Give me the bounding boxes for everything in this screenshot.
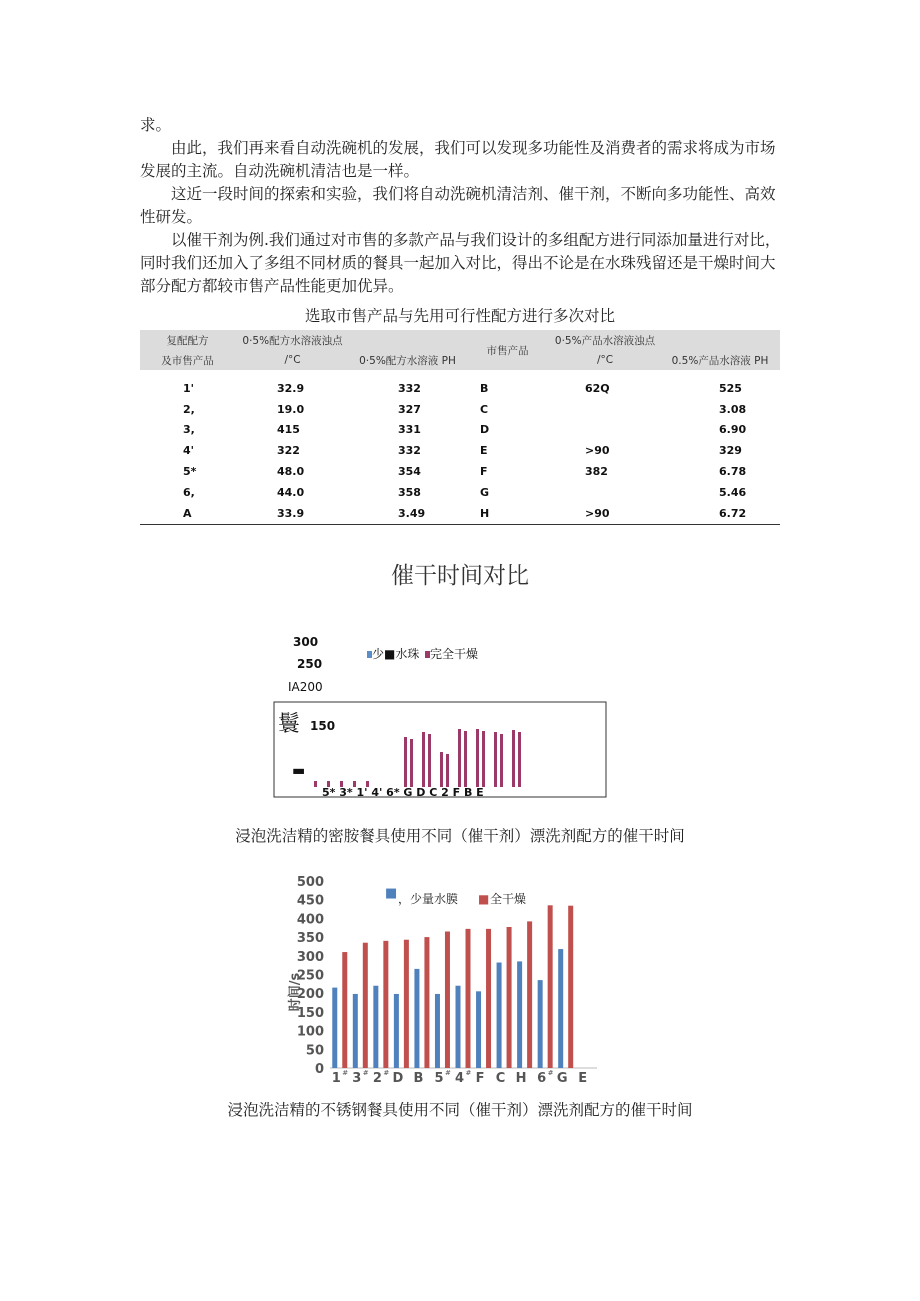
chart2-category-4#: 4 <box>454 1071 465 1086</box>
table-header: 0·5%配方水溶液浊点 <box>242 334 343 347</box>
table-cell: 3.08 <box>719 402 747 416</box>
chart2-category-3#: 3 <box>352 1071 362 1086</box>
chart2-bar-s2-C <box>507 927 512 1068</box>
chart2-bar-s2-F <box>486 929 491 1068</box>
table-caption: 选取市售产品与先用可行性配方进行多次对比 <box>304 307 615 325</box>
table-cell: 19.0 <box>277 402 305 416</box>
chart1-bar-b-F <box>482 731 485 787</box>
chart2-category-sup: # <box>444 1069 451 1077</box>
table-cell: 332 <box>398 381 421 395</box>
table-cell: 332 <box>398 444 421 458</box>
chart1-bar-b-C <box>446 754 449 787</box>
chart2-bar-s2-H <box>527 921 532 1068</box>
chart1-bar-b-2 <box>464 731 467 787</box>
paragraph-2: 这近一段时间的探索和实验，我们将自动洗碗机清洁剂、催干剂，不断向多功能性、高效性研发。 <box>140 185 776 226</box>
chart2-ylabel: 时间/s <box>288 972 303 1012</box>
chart2-legend-marker-1: ■ <box>385 886 398 901</box>
chart1-bar-C <box>440 752 443 787</box>
chart2-category-1#: 1 <box>331 1071 341 1086</box>
chart2-category-6#: 6 <box>537 1071 547 1086</box>
table-row <box>140 440 780 461</box>
chart2-legend-label-1: ，少量水膜 <box>398 892 459 906</box>
chart2-bar-s1-4# <box>456 986 461 1068</box>
table-cell: 5.46 <box>719 485 747 499</box>
chart2-bar-s1-2# <box>373 986 378 1068</box>
chart2-ytick-100: 100 <box>296 1024 324 1040</box>
table-cell: 6, <box>183 485 195 499</box>
chart2-category-2#: 2 <box>372 1071 382 1086</box>
table-cell: 33.9 <box>277 506 305 520</box>
table-cell: 327 <box>398 402 421 416</box>
table-header: 0·5%配方水溶液 PH <box>359 354 456 367</box>
chart1-bar-5* <box>314 781 317 787</box>
table-cell <box>550 482 660 503</box>
table-row <box>140 482 780 503</box>
chart2-bar-s1-B <box>414 969 419 1068</box>
table-cell: E <box>480 444 488 458</box>
chart2-ytick-250: 250 <box>296 968 324 984</box>
table-header <box>660 330 780 350</box>
chart2-bar-s1-H <box>517 961 522 1068</box>
chart2-ytick-50: 50 <box>305 1043 324 1059</box>
chart1-bar-F <box>476 729 479 787</box>
chart2-bar-s1-3# <box>353 994 358 1068</box>
table-cell: 358 <box>398 485 421 499</box>
chart1-category-labels: 5* 3* 1' 4' 6* G D C 2 F B E <box>322 786 484 799</box>
chart2-ytick-350: 350 <box>296 931 324 947</box>
table-cell: B <box>480 381 489 395</box>
table-row <box>140 399 780 420</box>
caption-stainless: 浸泡洗洁精的不锈钢餐具使用不同（催干剂）漂洗剂配方的催干时间 <box>227 1101 693 1119</box>
chart2-bar-s1-6# <box>538 980 543 1068</box>
paragraph-1: 由此，我们再来看自动洗碗机的发展，我们可以发现多功能性及消费者的需求将成为市场发展的主流。自动洗碗机清洁也是一样。 <box>140 139 776 180</box>
table-cell: 354 <box>398 465 421 479</box>
table-cell: 48.0 <box>277 465 305 479</box>
chart1-bar-G <box>404 737 407 787</box>
table-cell: 2, <box>183 402 195 416</box>
chart2-bar-s2-2# <box>383 941 388 1068</box>
chart2-bar-s1-G <box>558 949 563 1068</box>
chart1-tick-200: IA200 <box>288 680 323 694</box>
chart2-category-sup: # <box>383 1069 390 1077</box>
chart2-bar-s2-D <box>404 940 409 1068</box>
table-cell: 5* <box>183 465 197 479</box>
paragraph-3: 以催干剂为例.我们通过对市售的多款产品与我们设计的多组配方进行同添加量进行对比，同时我们还加入了多组不同材质的餐具一起加入对比，得出不论是在水珠残留还是干燥时间大部分配方都较市售产品性能更加优异。 <box>140 231 781 295</box>
chart2-bar-s1-C <box>497 963 502 1068</box>
chart2-svg <box>0 870 920 1090</box>
chart2-ytick-300: 300 <box>296 949 324 965</box>
paragraph-0: 求。 <box>140 116 172 134</box>
caption-melamine: 浸泡洗洁精的密胺餐具使用不同（催干剂）漂洗剂配方的催干时间 <box>235 827 685 845</box>
chart1-side-label: 鬟 <box>278 712 301 737</box>
chart1-tick-250: 250 <box>297 657 323 671</box>
chart2-bar-s2-B <box>424 937 429 1068</box>
chart2-bar-s1-1# <box>332 988 337 1068</box>
comparison-table <box>140 330 780 524</box>
chart2-bar-s2-3# <box>363 943 368 1068</box>
chart1-bar-b-E <box>518 732 521 787</box>
table-cell <box>550 399 660 420</box>
chart2-ytick-450: 450 <box>296 893 324 909</box>
chart1-bar-D <box>422 732 425 787</box>
table-bottom-rule <box>140 524 780 525</box>
chart2-bar-s2-6# <box>548 905 553 1068</box>
chart2-bar-s2-4# <box>466 929 471 1068</box>
table-cell: >90 <box>585 444 610 458</box>
chart1-svg <box>0 630 920 800</box>
chart2-category-sup: # <box>465 1069 472 1077</box>
chart2-bar-s2-G <box>568 906 573 1068</box>
table-cell: 382 <box>585 465 608 479</box>
table-row <box>140 420 780 441</box>
table-cell: F <box>480 465 488 479</box>
chart2-category-B: B <box>413 1071 424 1086</box>
chart1-title: 催干时间对比 <box>391 563 529 589</box>
chart1-bar-b-G <box>410 739 413 787</box>
table-cell: >90 <box>585 506 610 520</box>
table-row <box>140 461 780 482</box>
table-header: 及市售产品 <box>161 354 214 367</box>
table-cell: H <box>480 506 490 520</box>
chart2-category-H: H <box>515 1071 527 1086</box>
table-header: /°C <box>596 354 614 366</box>
chart2-bar-s1-D <box>394 994 399 1068</box>
chart2-category-F: F <box>475 1071 485 1086</box>
table-cell: 6.72 <box>719 506 747 520</box>
chart2-ytick-150: 150 <box>296 1005 324 1021</box>
table-cell: 44.0 <box>277 485 305 499</box>
table-cell: A <box>183 506 192 520</box>
chart2-ytick-200: 200 <box>296 987 324 1003</box>
table-header-row-1 <box>140 330 780 350</box>
chart2-ytick-400: 400 <box>296 912 324 928</box>
table-row <box>140 378 780 399</box>
chart2-bar-s1-F <box>476 991 481 1068</box>
table-cell: 331 <box>398 423 421 437</box>
table-cell: 1' <box>183 381 195 395</box>
table-header <box>350 330 465 350</box>
chart2-category-5#: 5 <box>434 1071 444 1086</box>
chart2-category-sup: # <box>342 1069 349 1077</box>
chart1-bar-E <box>512 730 515 787</box>
table-cell: 415 <box>277 423 300 437</box>
chart1-legend-label-2: 完全干燥 <box>430 647 479 661</box>
table-cell: C <box>480 402 489 416</box>
chart1-legend-label-1: 少■水珠 <box>372 647 420 661</box>
chart2-ytick-0: 0 <box>314 1062 324 1077</box>
chart2-category-E: E <box>578 1071 588 1086</box>
table-header: /°C <box>284 354 301 366</box>
chart1-bar-2 <box>458 729 461 787</box>
chart1-tick-150: 150 <box>310 719 336 733</box>
table-cell: 3.49 <box>398 506 426 520</box>
table-cell: 6.90 <box>719 423 747 437</box>
chart2-category-sup: # <box>362 1069 369 1077</box>
table-cell: 4' <box>183 444 195 458</box>
table-header-row-2 <box>140 350 780 370</box>
chart2-ytick-500: 500 <box>296 875 324 890</box>
table-cell: 525 <box>719 381 742 395</box>
chart2-legend-label-2: 全干燥 <box>490 892 527 906</box>
chart1-tick-300: 300 <box>293 635 319 649</box>
chart1-bar-b-B <box>500 734 503 787</box>
table-cell: 62Q <box>585 381 610 395</box>
chart1-dash: ▬ <box>292 763 306 779</box>
table-header: 0·5%产品水溶液浊点 <box>554 334 656 347</box>
chart2-bar-s2-1# <box>342 952 347 1068</box>
chart1-bar-b-D <box>428 734 431 787</box>
chart2-bar-s1-5# <box>435 994 440 1068</box>
table-cell: 32.9 <box>277 381 305 395</box>
table-cell: 329 <box>719 444 742 458</box>
table-cell: 322 <box>277 444 300 458</box>
table-cell: D <box>480 423 490 437</box>
table-cell: 3, <box>183 423 195 437</box>
table-cell <box>550 420 660 441</box>
table-header: 复配配方 <box>166 334 209 347</box>
chart2-category-D: D <box>392 1071 404 1086</box>
table-cell: G <box>480 485 490 499</box>
table-row <box>140 503 780 524</box>
chart2-category-G: G <box>556 1071 568 1086</box>
chart2-legend-marker-2: ■ <box>478 892 490 906</box>
table-header: 市售产品 <box>486 344 529 357</box>
chart2-category-sup: # <box>547 1069 554 1077</box>
table-cell: 6.78 <box>719 465 747 479</box>
table-header: 0.5%产品水溶液 PH <box>671 354 769 367</box>
chart1-bar-B <box>494 732 497 787</box>
chart2-category-C: C <box>495 1071 506 1086</box>
chart2-bar-s2-5# <box>445 931 450 1068</box>
